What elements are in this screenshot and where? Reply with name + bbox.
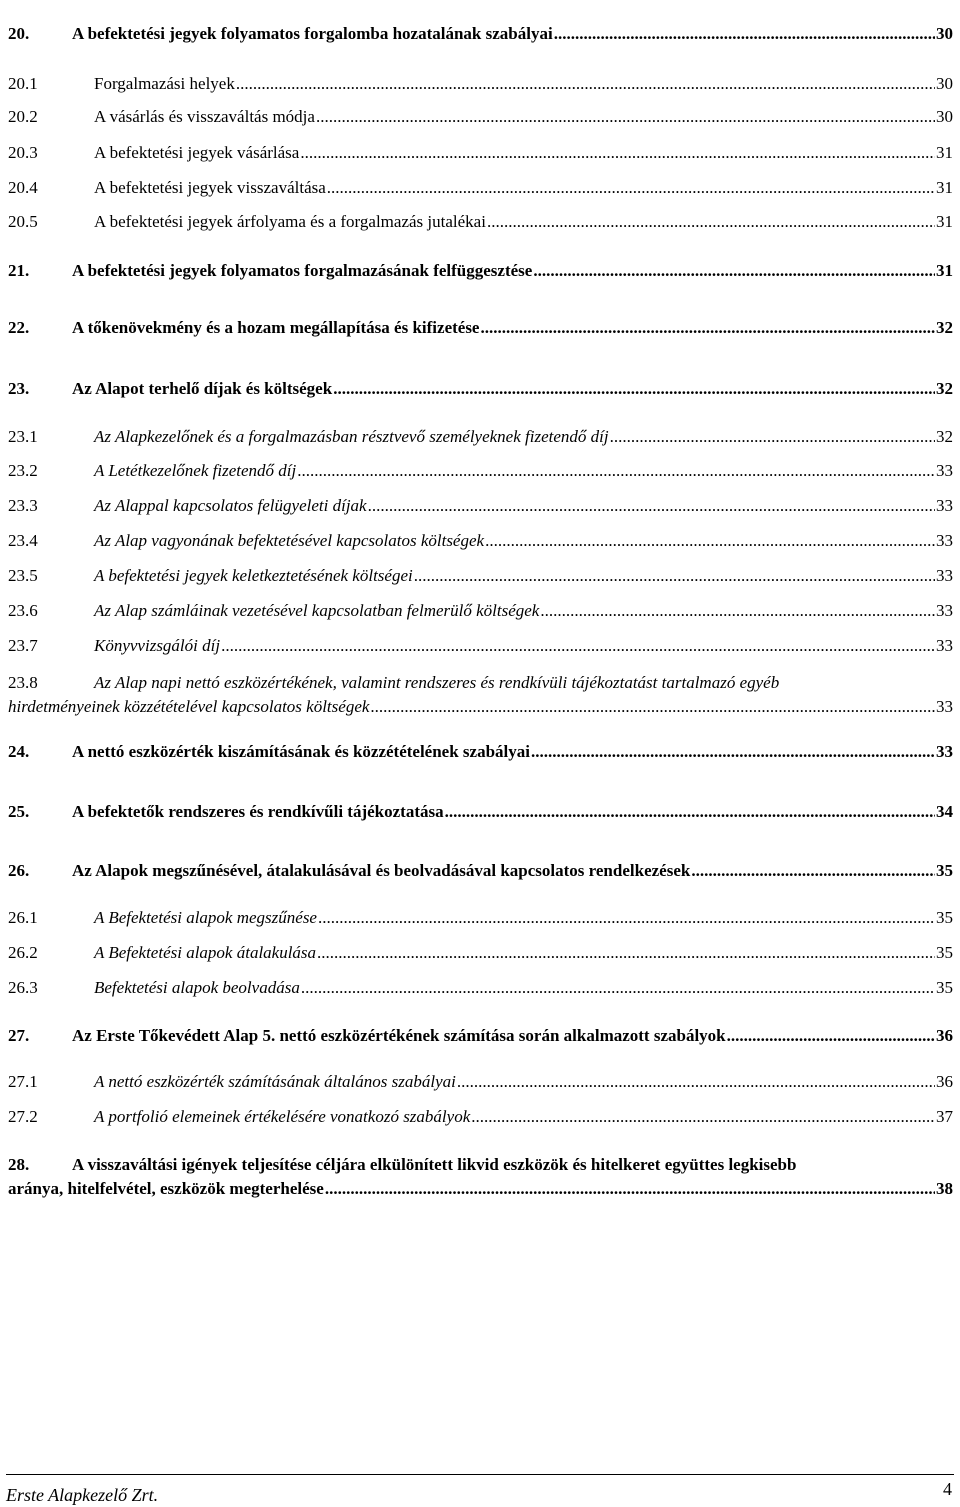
toc-entry-page: 32 — [936, 427, 953, 446]
toc-leader-dots — [485, 529, 935, 553]
toc-entry-number: 26.3 — [8, 978, 38, 997]
toc-entry-number: 26. — [8, 861, 30, 880]
toc-entry-23-6[interactable] — [8, 599, 953, 623]
toc-entry-title: Az Erste Tőkevédett Alap 5. nettó eszközértékének számítása során alkalmazott szabályok — [72, 1026, 726, 1045]
toc-entry-number: 26.1 — [8, 908, 38, 927]
toc-entry-26[interactable] — [8, 859, 953, 883]
toc-entry-title: A befektetési jegyek keletkeztetésének költségei — [94, 566, 413, 585]
toc-entry-page: 33 — [936, 636, 953, 655]
toc-entry-title: A vásárlás és visszaváltás módja — [94, 107, 315, 126]
toc-leader-dots — [236, 72, 935, 96]
toc-entry-26-2[interactable] — [8, 941, 953, 965]
toc-entry-title: A befektetési jegyek visszaváltása — [94, 178, 326, 197]
toc-entry-title-line1: A visszaváltási igények teljesítése céljára elkülönített likvid eszközök és hitelkeret együttes legkisebb — [72, 1155, 797, 1174]
toc-entry-title: A Befektetési alapok megszűnése — [94, 908, 317, 927]
toc-entry-number: 20.1 — [8, 74, 38, 93]
toc-entry-title-line1: Az Alap napi nettó eszközértékének, valamint rendszeres és rendkívüli tájékoztatást tartalmazó egyéb — [94, 673, 780, 692]
footer-divider — [6, 1474, 954, 1475]
toc-entry-title: A befektetési jegyek folyamatos forgalmazásának felfüggesztése — [72, 261, 533, 280]
toc-leader-dots — [457, 1070, 935, 1094]
toc-entry-page: 33 — [936, 461, 953, 480]
toc-entry-23-2[interactable] — [8, 459, 953, 483]
toc-entry-23-7[interactable] — [8, 634, 953, 658]
toc-entry-number: 23.7 — [8, 636, 38, 655]
toc-entry-20-4[interactable] — [8, 176, 953, 200]
toc-entry-number: 20.3 — [8, 143, 38, 162]
toc-entry-number: 27.1 — [8, 1072, 38, 1091]
toc-entry-page: 31 — [936, 261, 953, 280]
toc-entry-title: A nettó eszközérték számításának általános szabályai — [94, 1072, 456, 1091]
toc-leader-dots — [471, 1105, 935, 1129]
toc-entry-20-1[interactable] — [8, 72, 953, 96]
toc-entry-title: A Befektetési alapok átalakulása — [94, 943, 317, 962]
toc-entry-page: 37 — [936, 1107, 953, 1126]
toc-entry-number: 23.5 — [8, 566, 38, 585]
toc-leader-dots — [317, 941, 935, 965]
toc-entry-page: 32 — [936, 318, 953, 337]
toc-entry-number: 26.2 — [8, 943, 38, 962]
toc-leader-dots — [531, 740, 935, 764]
toc-leader-dots — [445, 800, 935, 824]
toc-leader-dots — [318, 906, 935, 930]
toc-leader-dots — [691, 859, 935, 883]
toc-entry-page: 32 — [936, 379, 953, 398]
toc-entry-page: 30 — [936, 107, 953, 126]
toc-entry-number: 21. — [8, 261, 30, 280]
toc-entry-title: A nettó eszközérték kiszámításának és közzétételének szabályai — [72, 742, 530, 761]
toc-entry-number: 23.2 — [8, 461, 38, 480]
toc-entry-title: A befektetési jegyek árfolyama és a forgalmazás jutalékai — [94, 212, 486, 231]
toc-entry-title: Az Alapkezelőnek és a forgalmazásban résztvevő személyeknek fizetendő díj — [94, 427, 609, 446]
toc-entry-title: Az Alapok megszűnésével, átalakulásával és beolvadásával kapcsolatos rendelkezések — [72, 861, 691, 880]
toc-entry-title: Forgalmazási helyek — [94, 74, 235, 93]
toc-leader-dots — [727, 1024, 935, 1048]
toc-entry-title-line2: aránya, hitelfelvétel, eszközök megterhelése — [8, 1179, 324, 1198]
toc-entry-number: 27.2 — [8, 1107, 38, 1126]
toc-entry-23-4[interactable] — [8, 529, 953, 553]
toc-entry-title: A tőkenövekmény és a hozam megállapítása és kifizetése — [72, 318, 480, 337]
toc-entry-page: 31 — [936, 143, 953, 162]
toc-entry-page: 35 — [936, 943, 953, 962]
toc-entry-number: 27. — [8, 1026, 30, 1045]
toc-entry-20-2[interactable] — [8, 105, 953, 129]
toc-entry-page: 30 — [936, 24, 953, 43]
toc-entry-21[interactable] — [8, 259, 953, 283]
toc-leader-dots — [533, 259, 935, 283]
toc-leader-dots — [610, 425, 935, 449]
toc-leader-dots — [325, 1177, 935, 1201]
toc-entry-title: Az Alapot terhelő díjak és költségek — [72, 379, 333, 398]
toc-entry-number: 22. — [8, 318, 30, 337]
toc-entry-page: 30 — [936, 74, 953, 93]
toc-entry-page: 33 — [936, 697, 953, 716]
toc-entry-page: 33 — [936, 566, 953, 585]
toc-entry-page: 33 — [936, 742, 953, 761]
toc-entry-page: 35 — [936, 861, 953, 880]
toc-entry-20-5[interactable] — [8, 210, 953, 234]
toc-entry-number: 20.2 — [8, 107, 38, 126]
toc-entry-27-1[interactable] — [8, 1070, 953, 1094]
toc-entry-26-1[interactable] — [8, 906, 953, 930]
toc-entry-title: Az Alap vagyonának befektetésével kapcsolatos költségek — [94, 531, 485, 550]
toc-entry-24[interactable] — [8, 740, 953, 764]
toc-entry-20-3[interactable] — [8, 141, 953, 165]
toc-entry-page: 35 — [936, 978, 953, 997]
toc-entry-page: 33 — [936, 531, 953, 550]
toc-entry-title: Az Alappal kapcsolatos felügyeleti díjak — [94, 496, 367, 515]
toc-entry-27-2[interactable] — [8, 1105, 953, 1129]
toc-entry-26-3[interactable] — [8, 976, 953, 1000]
toc-entry-page: 33 — [936, 601, 953, 620]
toc-entry-title-line2: hirdetményeinek közzétételével kapcsolatos költségek — [8, 697, 370, 716]
toc-entry-23[interactable] — [8, 377, 953, 401]
toc-leader-dots — [414, 564, 935, 588]
toc-leader-dots — [540, 599, 935, 623]
toc-entry-page: 35 — [936, 908, 953, 927]
toc-entry-title: A befektetők rendszeres és rendkívűli tájékoztatása — [72, 802, 444, 821]
toc-entry-20[interactable] — [8, 22, 953, 46]
toc-entry-number: 24. — [8, 742, 30, 761]
toc-entry-number: 20.4 — [8, 178, 38, 197]
toc-entry-25[interactable] — [8, 800, 953, 824]
toc-entry-page: 34 — [936, 802, 953, 821]
toc-leader-dots — [297, 459, 935, 483]
toc-leader-dots — [370, 695, 935, 719]
toc-leader-dots — [301, 976, 935, 1000]
toc-entry-number: 25. — [8, 802, 30, 821]
toc-leader-dots — [487, 210, 935, 234]
toc-entry-23-8[interactable] — [8, 671, 953, 719]
toc-entry-23-5[interactable] — [8, 564, 953, 588]
toc-entry-28[interactable] — [8, 1153, 953, 1201]
toc-entry-page: 31 — [936, 212, 953, 231]
toc-entry-22[interactable] — [8, 316, 953, 340]
toc-entry-title: A portfolió elemeinek értékelésére vonatkozó szabályok — [94, 1107, 471, 1126]
toc-entry-number: 20.5 — [8, 212, 38, 231]
footer-company: Erste Alapkezelő Zrt. — [6, 1485, 159, 1505]
toc-entry-23-1[interactable] — [8, 425, 953, 449]
toc-entry-page: 33 — [936, 496, 953, 515]
toc-leader-dots — [480, 316, 935, 340]
toc-entry-title: Befektetési alapok beolvadása — [94, 978, 300, 997]
toc-leader-dots — [316, 105, 935, 129]
toc-entry-23-3[interactable] — [8, 494, 953, 518]
toc-entry-title: A Letétkezelőnek fizetendő díj — [94, 461, 297, 480]
toc-entry-number: 23.4 — [8, 531, 38, 550]
toc-leader-dots — [554, 22, 935, 46]
toc-leader-dots — [221, 634, 935, 658]
toc-entry-number: 28. — [8, 1155, 30, 1174]
toc-entry-page: 36 — [936, 1026, 953, 1045]
toc-entry-27[interactable] — [8, 1024, 953, 1048]
toc-entry-title: A befektetési jegyek folyamatos forgalomba hozatalának szabályai — [72, 24, 553, 43]
toc-entry-number: 23.1 — [8, 427, 38, 446]
toc-entry-number: 20. — [8, 24, 30, 43]
footer-page-number: 4 — [943, 1479, 952, 1499]
toc-entry-title: Könyvvizsgálói díj — [94, 636, 221, 655]
toc-entry-title: Az Alap számláinak vezetésével kapcsolatban felmerülő költségek — [94, 601, 540, 620]
toc-leader-dots — [327, 176, 935, 200]
toc-entry-page: 38 — [936, 1179, 953, 1198]
toc-entry-number: 23.3 — [8, 496, 38, 515]
toc-entry-number: 23.6 — [8, 601, 38, 620]
toc-entry-page: 36 — [936, 1072, 953, 1091]
toc-entry-title: A befektetési jegyek vásárlása — [94, 143, 300, 162]
toc-entry-page: 31 — [936, 178, 953, 197]
toc-entry-number: 23. — [8, 379, 30, 398]
toc-leader-dots — [300, 141, 935, 165]
toc-leader-dots — [368, 494, 935, 518]
toc-entry-number: 23.8 — [8, 673, 38, 692]
toc-leader-dots — [333, 377, 935, 401]
